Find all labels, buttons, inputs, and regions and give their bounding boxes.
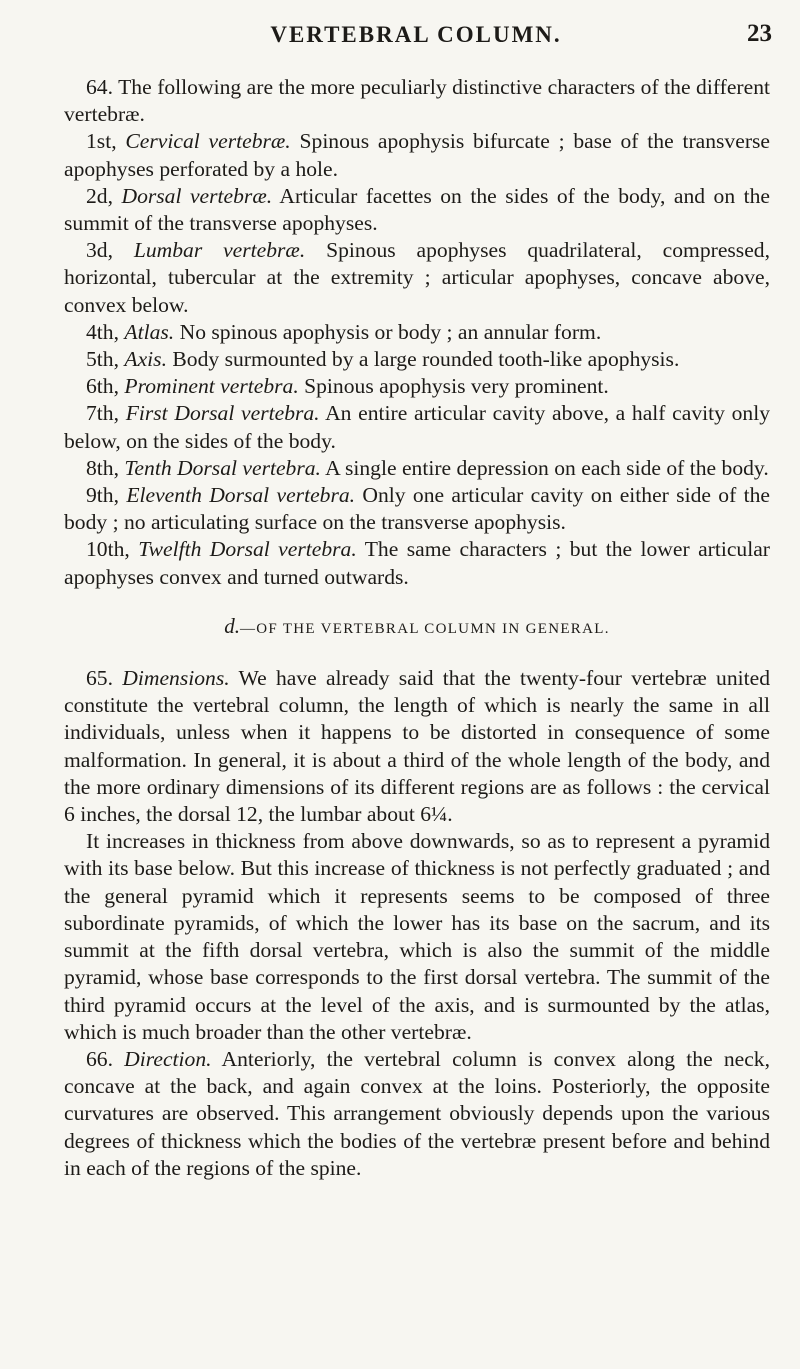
paragraph-number: 66. xyxy=(86,1046,113,1071)
paragraph-64-intro: 64. The following are the more peculiarly distinctive characters of the different vertebræ. xyxy=(64,75,770,127)
paragraph-number: 65. xyxy=(86,666,113,691)
item-title: Tenth Dorsal vertebra. xyxy=(124,455,321,480)
page-number: 23 xyxy=(747,20,772,47)
section-title: —OF THE VERTEBRAL COLUMN IN GENERAL. xyxy=(239,620,610,637)
item-number: 3d, xyxy=(86,238,113,263)
item-number: 6th, xyxy=(86,374,119,399)
item-text: Articular facettes on the sides of the body, and on the summit of the transverse apophyses. xyxy=(64,183,770,236)
item-number: 2d, xyxy=(86,183,113,208)
item-text: Spinous apophyses quadrilateral, compressed, horizontal, tubercular at the extremity ; articular apophyses, concave above, convex below. xyxy=(64,238,770,317)
page-header xyxy=(60,18,772,54)
item-number: 9th, xyxy=(86,483,119,508)
item-text: No spinous apophysis or body ; an annular form. xyxy=(174,319,602,344)
item-text: The same characters ; but the lower articular apophyses convex and turned outwards. xyxy=(64,537,770,589)
paragraph-title: Dimensions. xyxy=(122,666,230,691)
item-title: Atlas. xyxy=(124,319,175,344)
item-number: 10th, xyxy=(86,537,130,562)
section-letter: d. xyxy=(224,613,240,638)
item-text: A single entire depression on each side of the body. xyxy=(320,455,769,480)
item-title: Dorsal vertebræ. xyxy=(121,183,273,208)
item-number: 8th, xyxy=(86,455,119,480)
paragraph-text: Anteriorly, the vertebral column is convex along the neck, concave at the back, and again convex at the loins. Posteriorly, the opposite curvatures are observed. This arrangement obviously depends upon the various degrees of thickness which the bodies of the vertebræ present before and behind in each of the regions of the spine. xyxy=(64,1046,770,1180)
item-text: Spinous apophysis bifurcate ; base of the transverse apophyses perforated by a hole. xyxy=(64,129,770,181)
item-number: 7th, xyxy=(86,401,119,426)
list-item-lumbar xyxy=(64,237,770,319)
paragraph-65-continued: It increases in thickness from above downwards, so as to represent a pyramid with its base below. But this increase of thickness is not perfectly graduated ; and the general pyramid which it represents seems to be composed of three subordinate pyramids, of which the lower has its base on the sacrum, and its summit at the fifth dorsal vertebra, which is also the summit of the middle pyramid, whose base corresponds to the first dorsal vertebra. The summit of the third pyramid occurs at the level of the axis, and is surmounted by the atlas, which is much broader than the other vertebræ. xyxy=(64,829,770,1044)
item-number: 5th, xyxy=(86,347,119,372)
paragraph-text: We have already said that the twenty-four vertebræ united constitute the vertebral column, the length of which is nearly the same in all individuals, unless when it happens to be distorted in consequence of some malformation. In general, it is about a third of the whole length of the body, and the more ordinary dimensions of its different regions are as follows : the cervical 6 inches, the dorsal 12, the lumbar about 6¼. xyxy=(64,666,770,827)
item-text: Spinous apophysis very prominent. xyxy=(298,374,609,399)
list-item-cervical xyxy=(64,128,770,182)
item-title: Prominent vertebra. xyxy=(124,374,299,399)
list-item-eleventh-dorsal xyxy=(64,482,770,536)
item-text: Only one articular cavity on either side of the body ; no articulating surface on the transverse apophysis. xyxy=(64,483,770,535)
item-title: Lumbar vertebræ. xyxy=(133,238,306,263)
item-title: Axis. xyxy=(124,347,167,372)
list-item-tenth-dorsal xyxy=(64,455,770,482)
running-head: VERTEBRAL COLUMN. xyxy=(270,22,562,47)
item-title: Eleventh Dorsal vertebra. xyxy=(126,483,356,508)
page-body xyxy=(64,74,770,1182)
item-text: An entire articular cavity above, a half cavity only below, on the sides of the body. xyxy=(64,401,770,453)
item-title: Cervical vertebræ. xyxy=(125,129,291,154)
section-heading xyxy=(64,613,770,643)
list-item-axis xyxy=(64,346,770,373)
item-title: Twelfth Dorsal vertebra. xyxy=(138,537,357,562)
list-item-twelfth-dorsal xyxy=(64,536,770,590)
list-item-dorsal xyxy=(64,183,770,237)
paragraph-65 xyxy=(64,665,770,828)
list-item-atlas xyxy=(64,319,770,346)
item-text: Body surmounted by a large rounded tooth-like apophysis. xyxy=(166,347,680,372)
paragraph-title: Direction. xyxy=(124,1046,212,1071)
paragraph-66 xyxy=(64,1046,770,1182)
list-item-prominent xyxy=(64,373,770,400)
item-number: 4th, xyxy=(86,319,119,344)
list-item-first-dorsal xyxy=(64,400,770,454)
item-title: First Dorsal vertebra. xyxy=(125,401,320,426)
item-number: 1st, xyxy=(86,129,117,154)
